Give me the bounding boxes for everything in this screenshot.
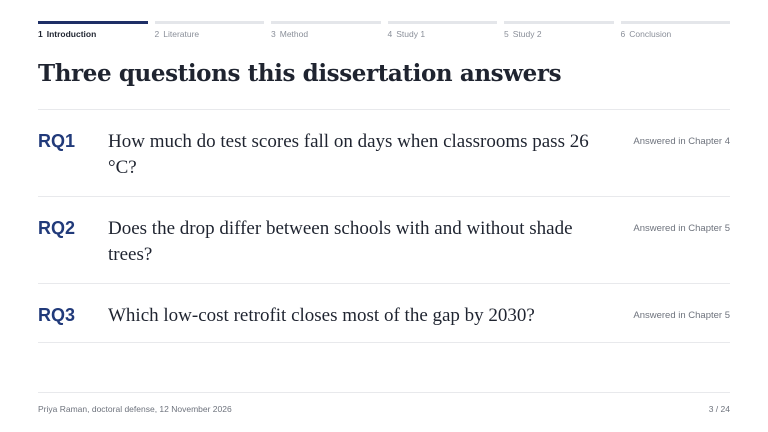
nav-step-label: Study 1: [396, 29, 426, 39]
nav-step-label: Method: [279, 29, 309, 39]
rq-chapter-note: Answered in Chapter 4: [633, 136, 730, 147]
rq-text: How much do test scores fall on days when classrooms pass 26 °C?: [108, 131, 589, 178]
nav-step-study-2[interactable]: [504, 21, 614, 39]
nav-step-number: 4: [387, 29, 393, 39]
nav-step-introduction[interactable]: [38, 21, 148, 39]
rq-chapter-note: Answered in Chapter 5: [633, 310, 730, 321]
research-question-row: [38, 197, 730, 284]
nav-step-number: 1: [38, 29, 43, 39]
nav-step-number: 2: [154, 29, 160, 39]
rq-id: RQ3: [38, 305, 76, 325]
nav-step-number: 6: [620, 29, 626, 39]
rq-id: RQ2: [38, 218, 76, 238]
nav-step-literature[interactable]: [155, 21, 265, 39]
page-number: 3 / 24: [708, 404, 730, 414]
nav-step-label: Introduction: [46, 29, 97, 39]
footer-credit: Priya Raman, doctoral defense, 12 November 2026: [38, 404, 232, 414]
nav-step-number: 3: [271, 29, 276, 39]
nav-step-study-1[interactable]: [388, 21, 498, 39]
nav-step-label: Conclusion: [629, 29, 672, 39]
rq-text: Does the drop differ between schools with and without shade trees?: [108, 218, 573, 265]
rq-id: RQ1: [38, 131, 76, 151]
nav-step-method[interactable]: [271, 21, 381, 39]
nav-step-label: Study 2: [512, 29, 542, 39]
slide-footer: [38, 392, 730, 414]
research-question-row: [38, 284, 730, 343]
nav-step-conclusion[interactable]: [621, 21, 731, 39]
nav-step-number: 5: [504, 29, 509, 39]
research-question-list: [38, 109, 730, 343]
rq-chapter-note: Answered in Chapter 5: [633, 223, 730, 234]
nav-step-label: Literature: [163, 29, 200, 39]
rq-text: Which low-cost retrofit closes most of the gap by 2030?: [108, 305, 535, 326]
research-question-row: [38, 110, 730, 197]
section-progress-nav: [38, 21, 730, 39]
slide-title: Three questions this dissertation answers: [38, 60, 562, 87]
